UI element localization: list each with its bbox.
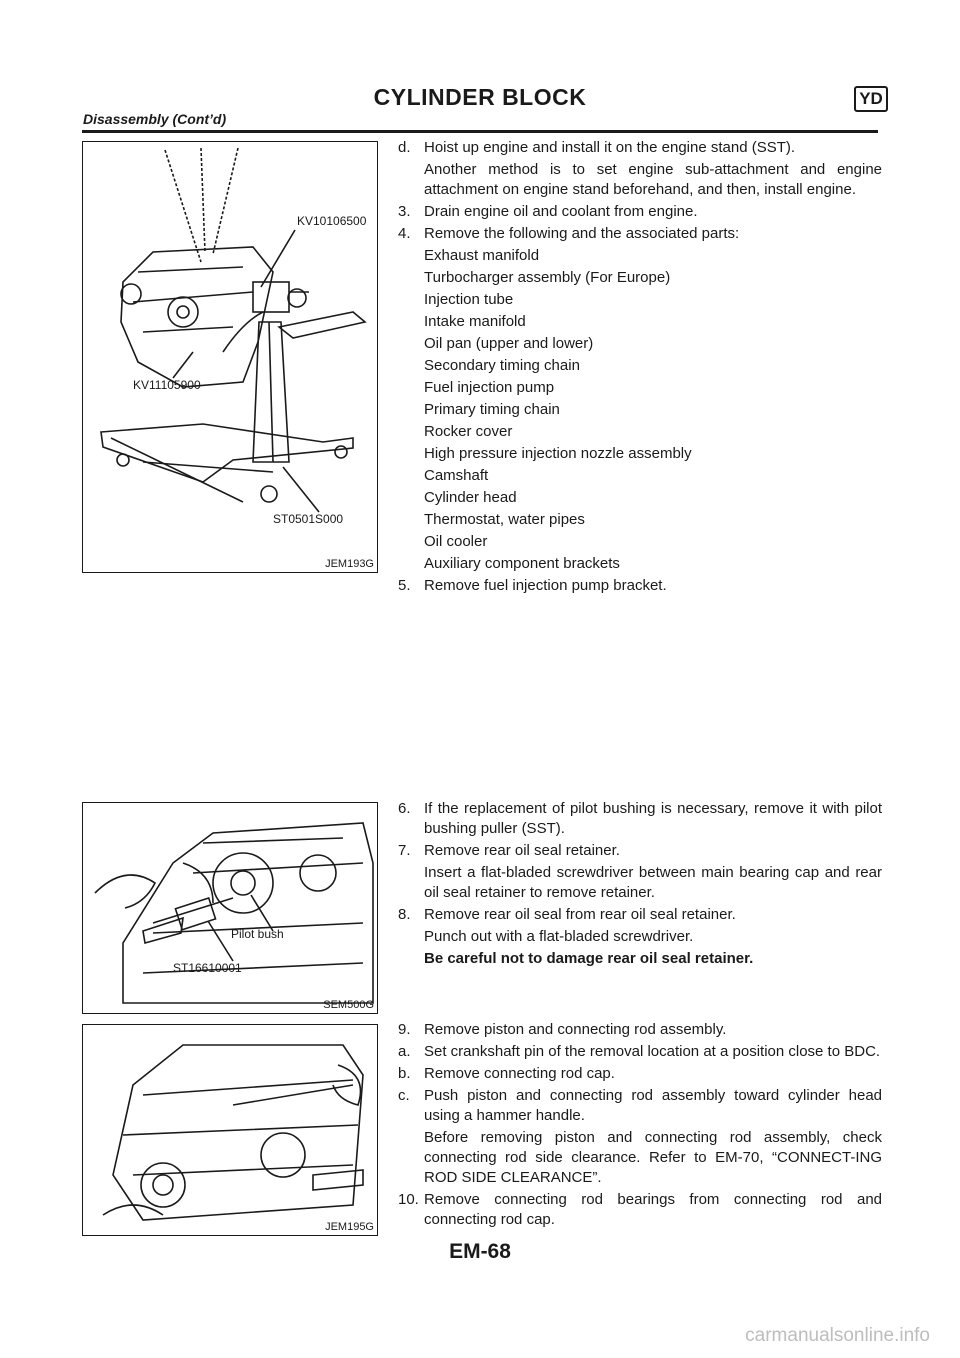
section-3-text: [398, 1020, 882, 1232]
step-5: [398, 576, 882, 596]
page-subtitle: Disassembly (Cont’d): [83, 111, 227, 127]
step-number: 4.: [398, 225, 411, 242]
step-text: Remove connecting rod bearings from connecting rod and connecting rod cap.: [424, 1191, 882, 1228]
step-text: Remove connecting rod cap.: [424, 1065, 615, 1082]
step-text: Remove fuel injection pump bracket.: [424, 577, 667, 594]
figure-code: JEM195G: [325, 1221, 374, 1233]
page-number: EM-68: [449, 1240, 511, 1263]
step-number: c.: [398, 1087, 410, 1104]
step-number: 6.: [398, 800, 411, 817]
caution-text: Be careful not to damage rear oil seal retainer.: [424, 950, 754, 967]
callout-st0501s000: ST0501S000: [273, 512, 344, 526]
step-7: [398, 841, 882, 861]
list-item: Auxiliary component brackets: [424, 555, 620, 572]
step-6: [398, 799, 882, 839]
piston-removal-figure: [82, 1024, 378, 1236]
pilot-bush-figure: [82, 802, 378, 1014]
engine-stand-illustration: [83, 142, 377, 572]
figure-code: SEM500G: [323, 999, 374, 1011]
watermark: carmanualsonline.info: [745, 1325, 930, 1346]
step-note: Before removing piston and connecting rod assembly, check connecting rod side clearance. Refer to EM-70, “CONNECT-ING ROD SIDE CLEARANCE”.: [424, 1129, 882, 1186]
list-item: Cylinder head: [424, 489, 517, 506]
step-text: Set crankshaft pin of the removal location at a position close to BDC.: [424, 1043, 881, 1060]
step-text: Hoist up engine and install it on the engine stand (SST).: [424, 139, 796, 156]
step-b: [398, 1064, 882, 1084]
engine-stand-figure: [82, 141, 378, 573]
step-text: Remove rear oil seal from rear oil seal retainer.: [424, 906, 736, 923]
step-number: a.: [398, 1043, 411, 1060]
list-item: Thermostat, water pipes: [424, 511, 585, 528]
step-8: [398, 905, 882, 925]
list-item: Camshaft: [424, 467, 489, 484]
list-item: Rocker cover: [424, 423, 513, 440]
step-number: 5.: [398, 577, 411, 594]
list-item: Oil cooler: [424, 533, 488, 550]
step-number: 10.: [398, 1191, 419, 1208]
model-badge: YD: [854, 86, 888, 112]
step-a: [398, 1042, 882, 1062]
callout-kv10106500: KV10106500: [297, 214, 367, 228]
list-item: Oil pan (upper and lower): [424, 335, 594, 352]
figure-code: JEM193G: [325, 558, 374, 570]
list-item: Injection tube: [424, 291, 514, 308]
callout-kv11105900: KV11105900: [133, 378, 201, 392]
callout-st16610001: ST16610001: [173, 961, 242, 975]
step-3: [398, 202, 882, 222]
page-title: CYLINDER BLOCK: [373, 84, 587, 110]
step-4: [398, 224, 882, 244]
step-10: [398, 1190, 882, 1230]
step-text: If the replacement of pilot bushing is necessary, remove it with pilot bushing puller (SST).: [424, 800, 882, 837]
piston-removal-illustration: [83, 1025, 377, 1235]
section-2-text: [398, 799, 882, 971]
step-number: 8.: [398, 906, 411, 923]
step-number: 3.: [398, 203, 411, 220]
list-item: Secondary timing chain: [424, 357, 580, 374]
header-rule: [82, 130, 878, 133]
list-item: High pressure injection nozzle assembly: [424, 445, 692, 462]
step-d: [398, 138, 882, 158]
section-1-text: [398, 138, 882, 598]
pilot-bush-illustration: [83, 803, 377, 1013]
step-note: Punch out with a flat-bladed screwdriver.: [424, 928, 694, 945]
step-number: b.: [398, 1065, 411, 1082]
list-item: Exhaust manifold: [424, 247, 540, 264]
list-item: Primary timing chain: [424, 401, 560, 418]
step-c: [398, 1086, 882, 1126]
step-text: Remove the following and the associated parts:: [424, 225, 740, 242]
step-9: [398, 1020, 882, 1040]
step-note: Another method is to set engine sub-attachment and engine attachment on engine stand beforehand, and then, install engine.: [424, 161, 882, 198]
list-item: Intake manifold: [424, 313, 526, 330]
list-item: Turbocharger assembly (For Europe): [424, 269, 671, 286]
list-item: Fuel injection pump: [424, 379, 555, 396]
step-text: Push piston and connecting rod assembly toward cylinder head using a hammer handle.: [424, 1087, 882, 1124]
step-text: Remove piston and connecting rod assembly.: [424, 1021, 727, 1038]
step-number: d.: [398, 139, 411, 156]
step-text: Drain engine oil and coolant from engine.: [424, 203, 698, 220]
step-number: 9.: [398, 1021, 411, 1038]
step-text: Remove rear oil seal retainer.: [424, 842, 620, 859]
step-note: Insert a flat-bladed screwdriver between main bearing cap and rear oil seal retainer to remove retainer.: [424, 864, 882, 901]
callout-pilot-bush: Pilot bush: [231, 927, 284, 941]
step-number: 7.: [398, 842, 411, 859]
